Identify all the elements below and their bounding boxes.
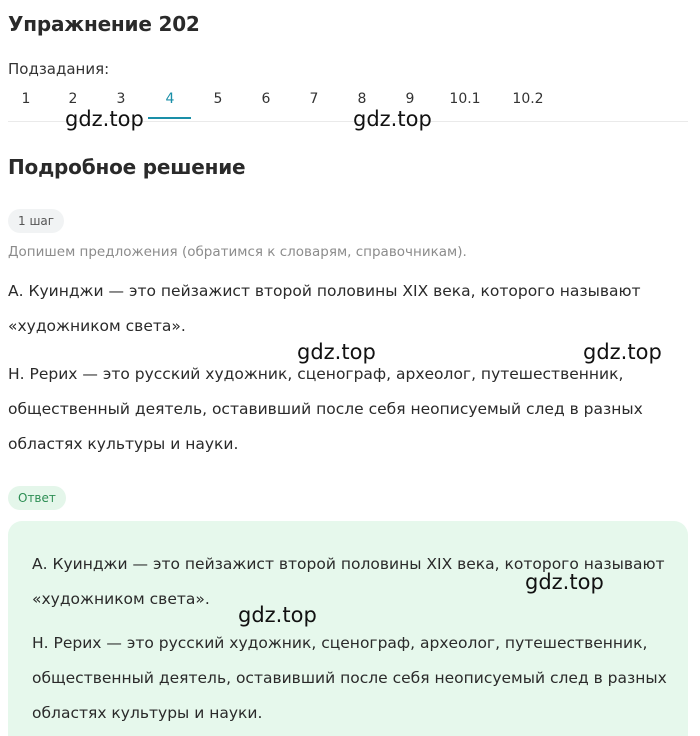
answer-box [8,521,688,736]
step-paragraph-1: А. Куинджи — это пейзажист второй половины XIX века, которого называют «художником света». [8,282,641,335]
step-paragraph-2: Н. Рерих — это русский художник, сценограф, археолог, путешественник, общественный деятель, оставивший после себя неописуемый след в разных областях культуры и науки. [8,365,643,453]
tab-4[interactable]: 4 [165,91,175,107]
tab-1[interactable]: 1 [21,91,31,107]
tab-5[interactable]: 5 [213,91,223,107]
subtasks-label: Подзадания: [8,60,110,78]
tab-6[interactable]: 6 [261,91,271,107]
answer-paragraph-2: Н. Рерих — это русский художник, сценограф, археолог, путешественник, общественный деятель, оставивший после себя неописуемый след в разных областях культуры и науки. [32,634,667,722]
step-note: Допишем предложения (обратимся к словарям, справочникам). [8,244,467,260]
page-title: Упражнение 202 [8,12,200,36]
tab-3[interactable]: 3 [116,91,126,107]
tab-9[interactable]: 9 [405,91,415,107]
step-badge: 1 шаг [8,209,64,233]
active-tab-indicator [148,117,191,119]
tab-10-2[interactable]: 10.2 [512,91,544,107]
answer-badge: Ответ [8,486,66,510]
watermark: gdz.top [583,340,662,364]
tab-8[interactable]: 8 [357,91,367,107]
watermark: gdz.top [525,570,604,594]
solution-heading: Подробное решение [8,155,246,179]
watermark: gdz.top [65,107,144,131]
watermark: gdz.top [353,107,432,131]
tab-7[interactable]: 7 [309,91,319,107]
watermark: gdz.top [297,340,376,364]
watermark: gdz.top [238,603,317,627]
tab-2[interactable]: 2 [68,91,78,107]
answer-paragraph-1: А. Куинджи — это пейзажист второй половины XIX века, которого называют «художником света». [32,555,665,608]
tab-10-1[interactable]: 10.1 [449,91,481,107]
